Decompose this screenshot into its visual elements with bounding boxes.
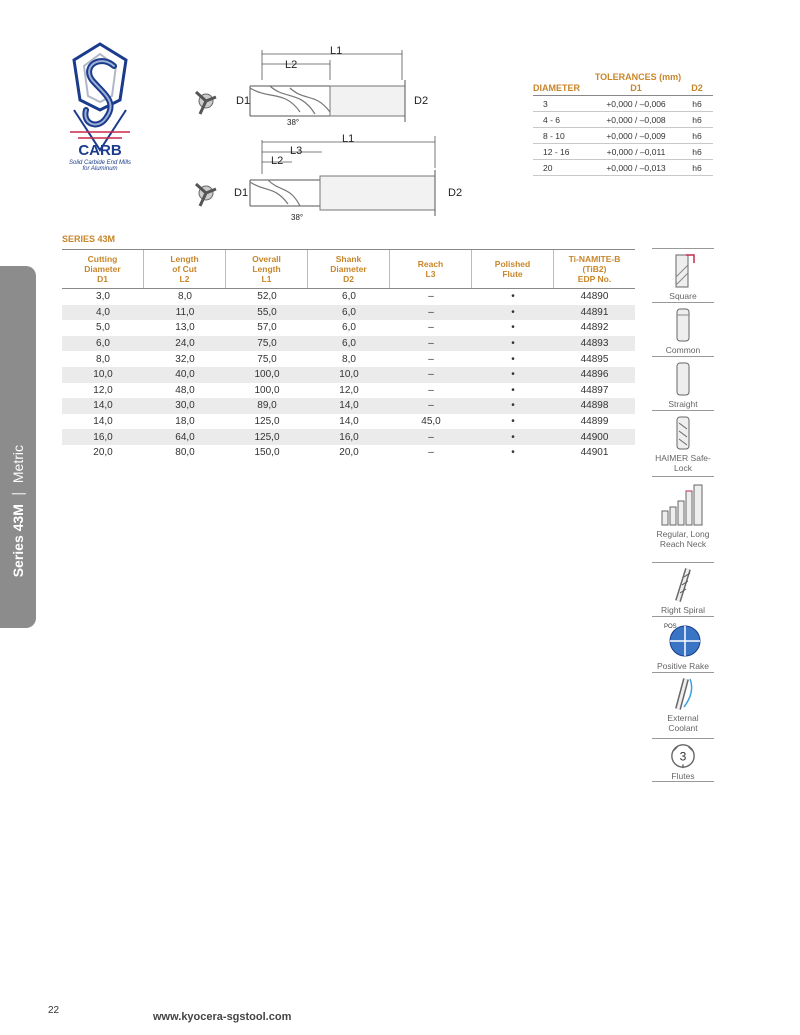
tolerance-cell: h6 [692, 99, 702, 109]
feature-reach-label: Regular, Long Reach Neck [656, 529, 710, 549]
bottom-d2-label: D2 [448, 187, 463, 199]
table-cell: 44891 [580, 306, 609, 318]
footer-url[interactable]: www.kyocera-sgstool.com [153, 1011, 292, 1023]
right-spiral-icon [668, 567, 698, 603]
table-cell: – [428, 338, 434, 350]
table-row [62, 336, 635, 352]
table-cell: • [511, 400, 515, 412]
table-cell: 16,0 [339, 431, 359, 443]
top-angle-label: 38° [287, 118, 300, 127]
feature-straight [652, 356, 714, 410]
side-tab-series: Series 43M [9, 504, 26, 578]
table-cell: 40,0 [175, 369, 195, 381]
table-cell: 3,0 [96, 291, 110, 303]
table-cell: 16,0 [93, 431, 113, 443]
table-cell: 89,0 [257, 400, 277, 412]
top-tool-drawing [196, 45, 428, 127]
feature-common [652, 302, 714, 356]
product-table-header [62, 249, 635, 289]
table-cell: 12,0 [93, 384, 113, 396]
tolerances-header [533, 82, 713, 96]
flutes-icon [665, 743, 701, 769]
feature-coolant-label: External Coolant [667, 713, 699, 733]
feature-reach [652, 476, 714, 562]
tolerance-cell: +0,000 / –0,006 [606, 99, 666, 109]
tolerances-title: TOLERANCES (mm) [594, 72, 682, 82]
table-cell: 44901 [580, 447, 609, 459]
table-cell: 44900 [580, 431, 609, 443]
table-cell: 44897 [580, 384, 609, 396]
feature-spiral [652, 562, 714, 616]
tol-header-diameter: DIAMETER [533, 83, 580, 93]
table-cell: 125,0 [254, 431, 280, 443]
column-header-line: Shank [335, 254, 362, 264]
tolerance-cell: +0,000 / –0,009 [606, 131, 666, 141]
table-cell: 4,0 [96, 306, 110, 318]
table-cell: 20,0 [93, 447, 113, 459]
tolerance-cell: 20 [543, 163, 553, 173]
tolerance-cell: 3 [543, 99, 548, 109]
column-header-line: Overall [252, 254, 281, 264]
flute-count: 3 [679, 749, 687, 764]
table-cell: • [511, 291, 515, 303]
feature-rake-label: Positive Rake [657, 661, 709, 671]
table-row [62, 289, 635, 305]
table-cell: 57,0 [257, 322, 277, 334]
tolerance-row [533, 160, 713, 176]
table-cell: 52,0 [257, 291, 277, 303]
column-header [226, 250, 308, 288]
column-header [62, 250, 144, 288]
table-cell: 45,0 [421, 416, 441, 428]
logo-line1: Solid Carbide End Mills [68, 160, 132, 166]
tolerance-cell: 8 - 10 [543, 131, 565, 141]
table-cell: 80,0 [175, 447, 195, 459]
table-cell: • [511, 447, 515, 459]
tolerance-cell: +0,000 / –0,013 [606, 163, 666, 173]
table-cell: – [428, 431, 434, 443]
column-header [554, 250, 635, 288]
tolerance-cell: h6 [692, 131, 702, 141]
table-cell: – [428, 291, 434, 303]
table-cell: – [428, 384, 434, 396]
table-cell: 44890 [580, 291, 609, 303]
table-cell: 18,0 [175, 416, 195, 428]
bottom-d1-label: D1 [234, 187, 249, 199]
table-cell: • [511, 322, 515, 334]
table-cell: 64,0 [175, 431, 195, 443]
table-cell: 44899 [580, 416, 609, 428]
column-header [308, 250, 390, 288]
table-cell: 10,0 [339, 369, 359, 381]
feature-square-label: Square [669, 291, 697, 301]
column-header [472, 250, 554, 288]
haimer-safe-lock-icon [668, 415, 698, 451]
table-cell: 30,0 [175, 400, 195, 412]
side-tab-text [10, 445, 26, 577]
table-cell: 6,0 [342, 306, 356, 318]
tolerance-cell: 4 - 6 [543, 115, 561, 125]
table-cell: 8,0 [96, 353, 110, 365]
table-cell: • [511, 306, 515, 318]
table-cell: 24,0 [175, 338, 195, 350]
logo-tagline [60, 160, 140, 172]
table-row [62, 383, 635, 399]
tolerance-row [533, 128, 713, 144]
tolerances-table [533, 72, 713, 176]
column-header-line: (TiB2) [582, 264, 607, 274]
table-cell: 44898 [580, 400, 609, 412]
table-cell: • [511, 431, 515, 443]
product-table [62, 249, 635, 461]
table-cell: – [428, 353, 434, 365]
tol-header-d2: D2 [691, 83, 703, 93]
table-cell: 10,0 [93, 369, 113, 381]
feature-flutes [652, 738, 714, 782]
tolerance-row [533, 96, 713, 112]
feature-spiral-label: Right Spiral [661, 605, 705, 615]
long-reach-neck-icon [660, 481, 706, 527]
tolerance-cell: h6 [692, 147, 702, 157]
common-shank-icon [668, 307, 698, 343]
feature-flutes-label: Flutes [671, 771, 695, 781]
table-cell: 5,0 [96, 322, 110, 334]
table-cell: 44895 [580, 353, 609, 365]
table-row [62, 320, 635, 336]
logo-brand: CARB [78, 142, 122, 159]
column-header-line: Diameter [84, 264, 121, 274]
table-cell: 14,0 [339, 400, 359, 412]
table-row [62, 414, 635, 430]
table-cell: 100,0 [254, 369, 280, 381]
table-cell: – [428, 369, 434, 381]
column-header-line: Polished [494, 259, 531, 269]
table-row [62, 367, 635, 383]
tol-header-d1: D1 [630, 83, 642, 93]
table-cell: – [428, 322, 434, 334]
feature-common-label: Common [665, 345, 701, 355]
column-header [144, 250, 226, 288]
feature-haimer-label: HAIMER Safe-Lock [655, 453, 711, 473]
table-cell: 150,0 [254, 447, 280, 459]
table-cell: 14,0 [339, 416, 359, 428]
table-cell: • [511, 416, 515, 428]
table-cell: • [511, 353, 515, 365]
table-row [62, 445, 635, 461]
feature-straight-label: Straight [668, 399, 698, 409]
table-cell: 14,0 [93, 416, 113, 428]
table-cell: 48,0 [175, 384, 195, 396]
page-number: 22 [48, 1005, 60, 1016]
table-cell: 100,0 [254, 384, 280, 396]
top-l1-label: L1 [330, 45, 343, 57]
table-row [62, 429, 635, 445]
table-cell: 75,0 [257, 353, 277, 365]
positive-rake-icon [663, 621, 703, 659]
table-cell: 6,0 [96, 338, 110, 350]
top-d2-label: D2 [414, 95, 429, 107]
logo-line2: for Aluminum [82, 166, 118, 172]
top-d1-label: D1 [236, 95, 251, 107]
column-header-line: Cutting [87, 254, 118, 264]
top-l2-label: L2 [285, 59, 298, 71]
column-header-line: Length [252, 264, 281, 274]
table-row [62, 305, 635, 321]
table-cell: 8,0 [178, 291, 192, 303]
column-header-line: Diameter [330, 264, 367, 274]
table-cell: 6,0 [342, 322, 356, 334]
carb-logo [60, 40, 140, 175]
column-header-line: D2 [343, 274, 354, 284]
series-label: SERIES 43M [62, 234, 116, 244]
table-cell: 13,0 [175, 322, 195, 334]
bottom-l3-label: L3 [290, 145, 303, 157]
feature-rake [652, 616, 714, 672]
column-header-line: of Cut [172, 264, 197, 274]
table-cell: 14,0 [93, 400, 113, 412]
square-end-icon [668, 253, 698, 289]
bottom-l2-label: L2 [271, 155, 284, 167]
column-header-line: EDP No. [577, 274, 612, 284]
tolerance-row [533, 112, 713, 128]
table-cell: 8,0 [342, 353, 356, 365]
table-row [62, 351, 635, 367]
feature-square [652, 248, 714, 302]
table-cell: • [511, 384, 515, 396]
table-cell: – [428, 306, 434, 318]
feature-haimer [652, 410, 714, 476]
side-tab-subtitle: Metric [9, 445, 26, 484]
bottom-tool-drawing [196, 133, 462, 222]
column-header-line: L3 [425, 269, 436, 279]
table-cell: 12,0 [339, 384, 359, 396]
table-cell: 44892 [580, 322, 609, 334]
table-cell: 44896 [580, 369, 609, 381]
table-cell: 125,0 [254, 416, 280, 428]
tolerance-cell: h6 [692, 163, 702, 173]
table-cell: 6,0 [342, 291, 356, 303]
column-header-line: D1 [97, 274, 108, 284]
feature-icons [652, 248, 714, 782]
table-cell: – [428, 447, 434, 459]
table-cell: 11,0 [175, 306, 195, 318]
bottom-l1-label: L1 [342, 133, 355, 145]
external-coolant-icon [668, 677, 698, 711]
tolerance-row [533, 144, 713, 160]
table-cell: – [428, 400, 434, 412]
tolerance-cell: +0,000 / –0,011 [606, 147, 666, 157]
table-cell: 75,0 [257, 338, 277, 350]
table-row [62, 398, 635, 414]
column-header-line: L2 [179, 274, 190, 284]
rake-badge: POS [664, 624, 677, 630]
tolerance-cell: h6 [692, 115, 702, 125]
column-header-line: Reach [417, 259, 444, 269]
tolerance-cell: 12 - 16 [543, 147, 570, 157]
end-mill-diagram [190, 40, 480, 230]
table-cell: 44893 [580, 338, 609, 350]
column-header-line: L1 [261, 274, 272, 284]
bottom-angle-label: 38° [291, 213, 304, 222]
table-cell: 6,0 [342, 338, 356, 350]
table-cell: 55,0 [257, 306, 277, 318]
column-header-line: Ti-NAMITE-B [568, 254, 621, 264]
column-header [390, 250, 472, 288]
table-cell: • [511, 338, 515, 350]
table-cell: 32,0 [175, 353, 195, 365]
column-header-line: Length [170, 254, 199, 264]
column-header-line: Flute [502, 269, 523, 279]
straight-shank-icon [668, 361, 698, 397]
tolerance-cell: +0,000 / –0,008 [606, 115, 666, 125]
table-cell: • [511, 369, 515, 381]
table-cell: 20,0 [339, 447, 359, 459]
feature-coolant [652, 672, 714, 738]
